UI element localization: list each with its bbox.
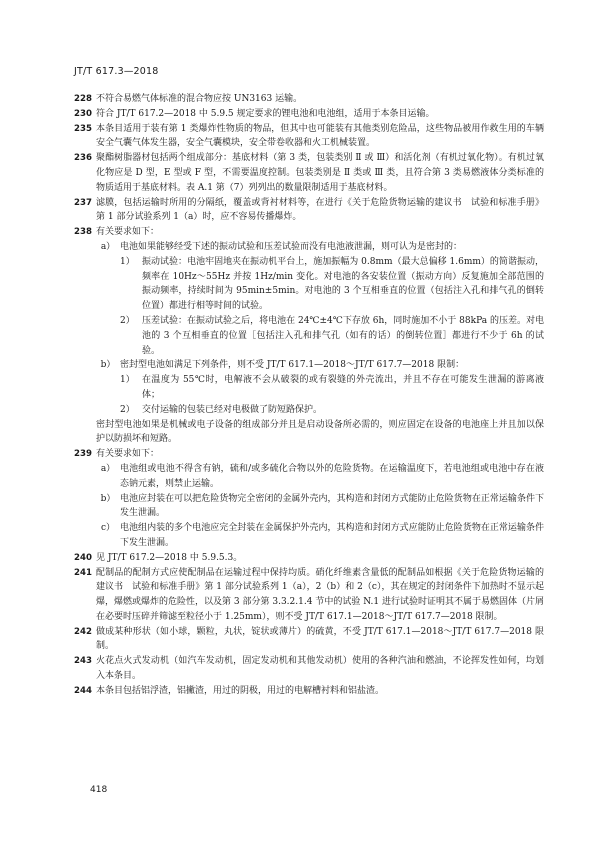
entry-241 [74,566,544,625]
entry-number: 236 [74,153,92,164]
entry-text: 本条目包括铝浮渣，铝撇渣，用过的阴极，用过的电解槽衬料和铝盐渣。 [96,685,385,696]
entry-239-item-c [96,521,544,551]
entry-228 [74,92,544,107]
entry-238-item-b1 [120,373,544,403]
entry-number: 240 [74,552,92,563]
entry-text: 见 JT/T 617.2—2018 中 5.9.5.3。 [96,552,243,563]
item-text: 电池应封装在可以把危险货物完全密闭的金属外壳内，其构造和封闭方式能防止危险货物在正常运输条件下发生泄漏。 [120,493,544,519]
entry-244 [74,684,544,699]
entry-number: 228 [74,94,92,104]
entry-text: 有关要求如下： [96,227,160,238]
item-text: 压差试验：在振动试验之后，将电池在 24℃±4℃下存放 6h，同时施加不小于 88kPa 的压差。对电池的 3 个互相垂直的位置［包括注入孔和排气孔（如有的话）的倒转位置］都进行不少于 6h 的试验。 [142,315,544,356]
item-label: a） [100,241,116,252]
entry-238-item-b [96,358,544,373]
item-label: 1） [120,375,135,386]
entry-number: 237 [74,197,92,208]
entry-number: 238 [74,227,92,238]
item-text: 电池组或电池不得含有钠，硫和/或多硫化合物以外的危险货物。在运输温度下，若电池组或电池中存在液态钠元素，则禁止运输。 [120,463,544,489]
item-label: b） [100,360,116,371]
item-text: 交付运输的包装已经对电极做了防短路保护。 [142,404,323,415]
entry-243 [74,654,544,684]
document-body [74,92,544,699]
entry-number: 239 [74,449,92,460]
entry-text: 滤膜，包括运输时所用的分隔纸，覆盖或背衬材料等，在进行《关于危险货物运输的建议书 试验和标准手册》第 1 部分试验系列 1（a）时，应不容易传播爆炸。 [96,197,544,223]
item-text: 在温度为 55℃时，电解液不会从破裂的或有裂缝的外壳流出，并且不存在可能发生泄漏的游离液体； [142,375,544,400]
entry-number: 242 [74,626,92,637]
entry-239-item-a [96,462,544,492]
item-label: b） [100,493,116,504]
entry-230 [74,107,544,122]
entry-238 [74,225,544,240]
entry-239-item-b [96,492,544,522]
entry-number: 244 [74,685,92,696]
item-text: 振动试验：电池牢固地夹在振动机平台上，施加振幅为 0.8mm（最大总偏移 1.6mm）的简谐振动，频率在 10Hz～55Hz 并按 1Hz/min 变化。对电池的各安装位置（振动方向）反复施加全部范围的振动频率，持续时间为 95min±5min。对电池的 3 个互相垂直的位置（包括注入孔和排气孔的倒转位置）都进行相等时间的试验。 [142,256,544,312]
entry-text: 火花点火式发动机（如汽车发动机，固定发动机和其他发动机）使用的各种汽油和燃油，不论挥发性如何，均划入本条目。 [96,656,544,682]
entry-number: 243 [74,656,92,667]
entry-238-item-b2 [120,403,544,418]
entry-238-item-a [96,240,544,255]
item-label: 2） [120,404,135,415]
entry-235 [74,122,544,152]
entry-text: 聚酯树脂器材包括两个组成部分：基底材料（第 3 类，包装类别 Ⅱ 或 Ⅲ）和活化剂（有机过氧化物）。有机过氧化物应是 D 型，E 型或 F 型，不需要温度控制。包装类别是 Ⅱ 类或 Ⅲ 类，且符合第 3 类易燃液体分类标准的物质适用于基底材料。表 A.1 第（7）列列出的数量限制适用于基底材料。 [96,153,544,193]
entry-text: 有关要求如下： [96,449,160,460]
item-label: 1） [120,256,135,267]
entry-242 [74,625,544,655]
entry-238-item-a2 [120,314,544,358]
entry-236 [74,151,544,195]
entry-text: 配制品的配制方式应使配制品在运输过程中保持均质。硝化纤维素含量低的配制品如根据《关于危险货物运输的建议书 试验和标准手册》第 1 部分试验系列 1（a），2（b）和 2（c），其在规定的封闭条件下加热时不显示起爆，爆燃或爆炸的危险性，以及第 3 部分第 3.3.2.1.4 节中的试验 N.1 进行试验时证明其不属于易燃固体（片屑在必要时压碎并筛滤至粒径小于 1.25mm），则不受 JT/T 617.1—2018～JT/T 617.7—2018 限制。 [96,567,544,622]
item-text: 电池如果能够经受下述的振动试验和压差试验而没有电池液泄漏，则可认为是密封的： [120,241,463,252]
entry-238-item-a1 [120,255,544,314]
entry-239 [74,447,544,462]
document-header: JT/T 617.3—2018 [74,66,159,77]
entry-number: 235 [74,123,92,134]
item-label: c） [100,523,116,534]
entry-238-note: 密封型电池如果是机械或电子设备的组成部分并且是启动设备所必需的，则应固定在设备的电池座上并且加以保护以防损坏和短路。 [96,419,544,445]
item-text: 电池组内装的多个电池应完全封装在金属保护外壳内，其构造和封闭方式应能防止危险货物在正常运输条件下发生泄漏。 [120,523,544,548]
entry-237 [74,196,544,226]
item-label: 2） [120,315,135,326]
entry-text: 符合 JT/T 617.2—2018 中 5.9.5 规定要求的锂电池和电池组，适用于本条目运输。 [96,108,435,119]
entry-text: 做成某种形状（如小球，颗粒，丸状，锭状或薄片）的硫黄，不受 JT/T 617.1—2018～JT/T 617.7—2018 限制。 [96,626,544,652]
item-text: 密封型电池如满足下列条件，则不受 JT/T 617.1—2018～JT/T 617.7—2018 限制： [120,360,465,371]
entry-text: 本条目适用于装有第 1 类爆炸性物质的物品，但其中也可能装有其他类别危险品，这些物品被用作救生用的车辆安全气囊气体发生器，安全气囊模块，安全带卷收器和火工机械装置。 [96,123,544,149]
entry-240 [74,551,544,566]
page-number: 418 [90,785,108,795]
entry-number: 241 [74,567,92,578]
entry-number: 230 [74,108,92,119]
entry-text: 不符合易燃气体标准的混合物应按 UN3163 运输。 [96,94,303,104]
item-label: a） [100,463,116,474]
